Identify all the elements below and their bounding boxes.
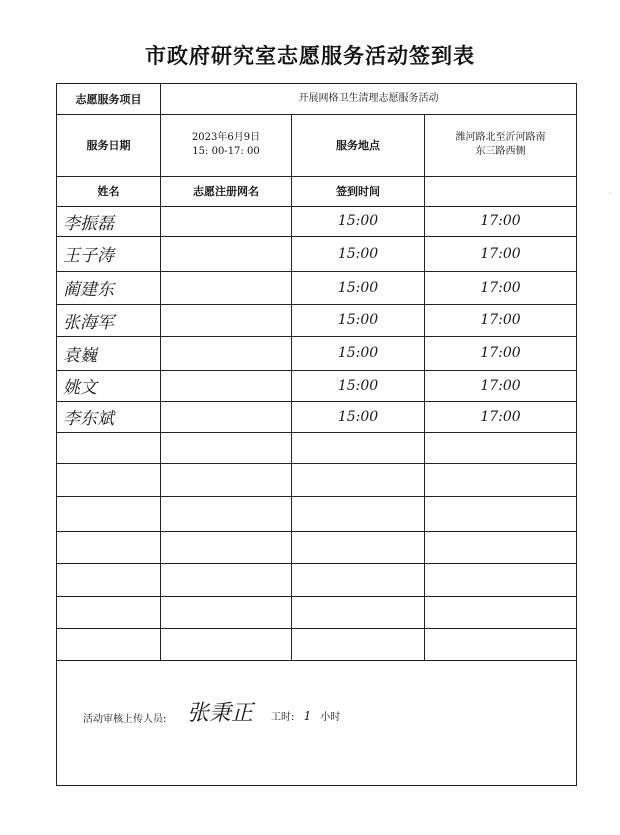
end-time: 17:00: [425, 370, 577, 401]
signature-name: 李东斌: [57, 401, 161, 432]
registration-name: [161, 628, 292, 660]
col-signin-time: 签到时间: [292, 176, 425, 206]
form-title: 市政府研究室志愿服务活动签到表: [145, 43, 475, 68]
signature-name: 姚文: [57, 370, 161, 401]
date-label: 服务日期: [57, 114, 161, 176]
end-time: [425, 463, 577, 496]
signature-name: [57, 432, 161, 463]
signature-name: [57, 596, 161, 628]
table-row: [57, 271, 577, 304]
end-time: 17:00: [425, 336, 577, 370]
signature-name: [57, 628, 161, 660]
end-time: [425, 596, 577, 628]
registration-name: [161, 206, 292, 236]
uploader-signature: 张秉正: [187, 701, 254, 726]
end-time: [425, 432, 577, 463]
signature-name: 蔺建东: [57, 271, 161, 304]
start-time: [292, 596, 425, 628]
location-line: 东三路西侧: [475, 146, 526, 158]
column-header-row: [57, 176, 577, 206]
registration-name: [161, 370, 292, 401]
registration-name: [161, 236, 292, 271]
registration-name: [161, 463, 292, 496]
end-time: 17:00: [425, 206, 577, 236]
col-end-time: [425, 176, 577, 206]
end-time: [425, 628, 577, 660]
signature-name: 王子涛: [57, 236, 161, 271]
registration-name: [161, 531, 292, 563]
start-time: [292, 463, 425, 496]
location-line: 潍河路北至沂河路南: [455, 132, 546, 144]
table-row: [57, 596, 577, 628]
registration-name: [161, 563, 292, 596]
footer-box: [56, 660, 577, 786]
registration-name: [161, 271, 292, 304]
registration-name: [161, 304, 292, 336]
start-time: 15:00: [292, 370, 425, 401]
start-time: [292, 496, 425, 531]
work-hours: [271, 708, 340, 723]
project-value: 开展网格卫生清理志愿服务活动: [161, 84, 577, 115]
table-row: [57, 432, 577, 463]
table-row: [57, 628, 577, 660]
signature-name: 袁巍: [57, 336, 161, 370]
project-label: 志愿服务项目: [57, 84, 161, 115]
signature-name: [57, 531, 161, 563]
col-name: 姓名: [57, 176, 161, 206]
end-time: [425, 563, 577, 596]
end-time: [425, 496, 577, 531]
table-row: [57, 401, 577, 432]
start-time: 15:00: [292, 206, 425, 236]
registration-name: [161, 401, 292, 432]
table-row: [57, 304, 577, 336]
end-time: 17:00: [425, 304, 577, 336]
location-value: [425, 114, 577, 176]
table-row: [57, 236, 577, 271]
signature-name: [57, 496, 161, 531]
table-row: [57, 531, 577, 563]
start-time: [292, 531, 425, 563]
hours-label: 工时:: [271, 712, 295, 723]
table-row: [57, 370, 577, 401]
time-range: 15: 00-17: 00: [192, 146, 260, 158]
edge-mark: ·: [609, 190, 611, 197]
registration-name: [161, 496, 292, 531]
start-time: 15:00: [292, 236, 425, 271]
col-reg-name: 志愿注册网名: [161, 176, 292, 206]
start-time: 15:00: [292, 401, 425, 432]
signin-table: [56, 83, 577, 661]
end-time: 17:00: [425, 401, 577, 432]
uploader-label: 活动审核上传人员:: [83, 714, 167, 725]
end-time: [425, 531, 577, 563]
hours-unit: 小时: [320, 712, 341, 723]
signature-name: 张海军: [57, 304, 161, 336]
location-label: 服务地点: [292, 114, 425, 176]
start-time: [292, 563, 425, 596]
signature-name: [57, 563, 161, 596]
table-row: [57, 463, 577, 496]
end-time: 17:00: [425, 271, 577, 304]
registration-name: [161, 336, 292, 370]
start-time: 15:00: [292, 304, 425, 336]
signature-name: [57, 463, 161, 496]
service-row: [57, 114, 577, 176]
start-time: 15:00: [292, 336, 425, 370]
registration-name: [161, 432, 292, 463]
registration-name: [161, 596, 292, 628]
start-time: [292, 628, 425, 660]
table-row: [57, 563, 577, 596]
end-time: 17:00: [425, 236, 577, 271]
date-line: 2023年6月9日: [191, 132, 261, 144]
project-row: [57, 84, 577, 115]
date-value: [161, 114, 292, 176]
table-row: [57, 206, 577, 236]
table-row: [57, 336, 577, 370]
start-time: 15:00: [292, 271, 425, 304]
signature-name: 李振磊: [57, 206, 161, 236]
hours-value: 1: [303, 709, 312, 723]
table-row: [57, 496, 577, 531]
start-time: [292, 432, 425, 463]
